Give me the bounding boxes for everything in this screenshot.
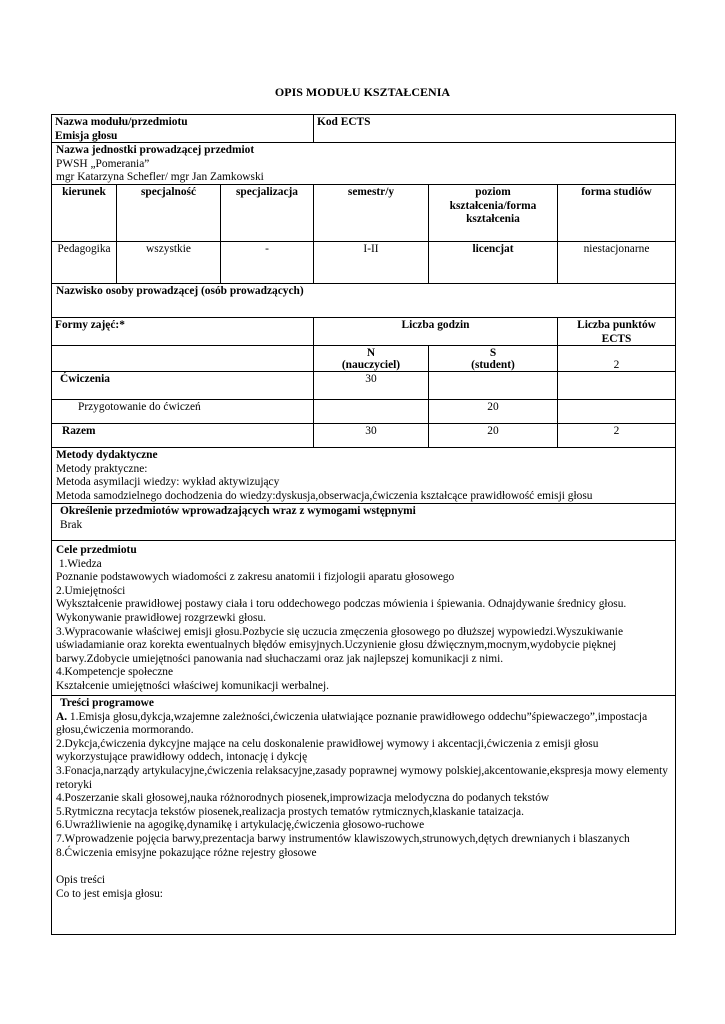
goals-line: 3.Wypracowanie właściwej emisji głosu.Pozbycie się uczucia zmęczenia głosowego po dłuższej wypowiedzi.Wyszukiwanie uświadamianie oraz korekta ewentualnych błędów emisyjnych.Uczynienie głosu dźwięcznym,mocnym,wydobycie pięknej barwy.Zdobycie umiejętności panowania nad słuchaczami oraz jak najlepszej komunikacji z nimi. — [56, 625, 624, 665]
methods-section — [51, 448, 676, 504]
value-forma-studiow: niestacjonarne — [557, 242, 675, 283]
module-name-cell — [52, 115, 313, 142]
goals-line: 2.Umiejętności — [56, 584, 126, 597]
class-s: 20 — [428, 400, 557, 423]
value-poziom: licencjat — [428, 242, 557, 283]
s-header — [428, 346, 557, 371]
content-item: 3.Fonacja,narządy artykulacyjne,ćwiczenia relaksacyjne,zasady poprawnej wymowy polskiej,akcentowanie,ekspresja mowy elementy retoryki — [56, 764, 669, 791]
module-name-value: Emisja głosu — [55, 129, 118, 142]
content-item: 8.Ćwiczenia emisyjne pokazujące różne rejestry głosowe — [56, 846, 317, 859]
goals-line: Poznanie podstawowych wiadomości z zakresu anatomii i fizjologii aparatu głosowego — [56, 571, 455, 584]
class-s: 20 — [428, 424, 557, 447]
content-item: 5.Rytmiczna recytacja tekstów piosenek,realizacja prostych tematów rytmicznych,klaskanie tataizacja. — [56, 805, 524, 818]
class-name: Przygotowanie do ćwiczeń — [78, 401, 201, 413]
header-specjalnosc: specjalność — [116, 185, 220, 241]
n-header — [313, 346, 428, 371]
class-ects — [557, 372, 675, 399]
content-description-label: Opis treści — [56, 874, 106, 887]
header-poziom: poziom kształcenia/forma kształcenia — [428, 185, 557, 241]
content-question: Co to jest emisja głosu: — [56, 887, 163, 900]
ects-code-cell — [313, 115, 675, 142]
value-semestr: I-II — [313, 242, 428, 283]
ects-total-header: 2 — [557, 346, 675, 371]
header-forma-studiow: forma studiów — [557, 185, 675, 241]
content-item: 6.Uwrażliwienie na agogikę,dynamikę i artykulację,ćwiczenia głosowo-ruchowe — [56, 819, 425, 832]
s-label: S — [489, 347, 497, 359]
spacer — [56, 860, 671, 874]
class-name: Ćwiczenia — [60, 373, 110, 385]
ects-label: Liczba punktów ECTS — [557, 318, 675, 345]
methods-title: Metody dydaktyczne — [56, 449, 158, 461]
methods-line: Metoda asymilacji wiedzy: wykład aktywizujący — [56, 476, 280, 489]
goals-line: 4.Kompetencje społeczne — [56, 666, 174, 679]
methods-line: Metoda samodzielnego dochodzenia do wiedzy:dyskusja,obserwacja,ćwiczenia kształcące prawidłowość emisji głosu — [56, 489, 593, 502]
content-item: 7.Wprowadzenie pojęcia barwy,prezentacja barwy instrumentów klawiszowych,strunowych,dętych drewnianych i blaszanych — [56, 832, 630, 845]
class-name: Razem — [62, 425, 96, 437]
unit-institution: PWSH „Pomerania” — [56, 157, 150, 170]
value-specjalnosc: wszystkie — [116, 242, 220, 283]
unit-row — [51, 143, 676, 185]
module-name-label: Nazwa modułu/przedmiotu — [55, 116, 188, 128]
forms-header-row — [51, 318, 676, 346]
ns-header-row — [51, 346, 676, 372]
prerequisites-value: Brak — [60, 518, 83, 531]
content-item — [56, 711, 671, 738]
content-a-label: A. — [56, 710, 68, 723]
prerequisites-title: Określenie przedmiotów wprowadzających wraz z wymogami wstępnymi — [60, 505, 416, 517]
study-values-row — [51, 242, 676, 284]
goals-line: Wykształcenie prawidłowej postawy ciała i toru oddechowego podczas mówienia i śpiewania. Odnajdywanie średnicy głosu. Wykonywanie prawidłowej rozgrzewki głosu. — [56, 598, 627, 624]
goals-section — [51, 541, 676, 696]
header-kierunek: kierunek — [62, 186, 106, 198]
lecturer-row — [51, 284, 676, 318]
hours-label: Liczba godzin — [313, 318, 557, 345]
content-title: Treści programowe — [60, 697, 154, 709]
s-sub: (student) — [471, 359, 515, 371]
class-n — [313, 400, 428, 423]
class-s — [428, 372, 557, 399]
unit-teachers: mgr Katarzyna Schefler/ mgr Jan Zamkowski — [56, 171, 264, 184]
forms-label: Formy zajęć:* — [55, 319, 125, 331]
unit-label: Nazwa jednostki prowadzącej przedmiot — [56, 144, 255, 156]
content-item: 2.Dykcja,ćwiczenia dykcyjne mające na celu doskonalenie prawidłowej wymowy i akcentacji,ćwiczenia z emisji głosu wykorzystujące prawidłowy oddech, intonację i dykcję — [56, 737, 599, 764]
class-ects — [557, 400, 675, 423]
n-sub: (nauczyciel) — [341, 359, 401, 371]
study-header-row — [51, 185, 676, 242]
prerequisites-section — [51, 504, 676, 541]
ects-code-label: Kod ECTS — [317, 116, 371, 128]
content-item-text: 1.Emisja głosu,dykcja,wzajemne zależności,ćwiczenia ułatwiające poznanie prawidłowego oddechu”śpiewaczego”,impostacja głosu,ćwiczenia mormorando. — [56, 710, 648, 737]
header-specjalizacja: specjalizacja — [220, 185, 313, 241]
goals-line: Kształcenie umiejętności właściwej komunikacji werbalnej. — [56, 679, 329, 692]
value-kierunek: Pedagogika — [57, 243, 111, 255]
class-row-razem — [51, 424, 676, 448]
header-semestr: semestr/y — [313, 185, 428, 241]
class-row-cwiczenia — [51, 372, 676, 400]
goals-line: 1.Wiedza — [56, 557, 102, 570]
class-n: 30 — [313, 424, 428, 447]
class-n: 30 — [313, 372, 428, 399]
module-name-row — [51, 114, 676, 143]
ns-empty-cell — [52, 346, 313, 371]
goals-title: Cele przedmiotu — [56, 544, 137, 556]
class-row-przygotowanie — [51, 400, 676, 424]
content-section — [51, 696, 676, 935]
methods-line: Metody praktyczne: — [56, 462, 148, 475]
lecturer-label: Nazwisko osoby prowadzącej (osób prowadzących) — [56, 285, 304, 297]
content-item: 4.Poszerzanie skali głosowej,nauka różnorodnych piosenek,improwizacja melodyczna do podanych tekstów — [56, 792, 550, 805]
value-specjalizacja: - — [220, 242, 313, 283]
n-label: N — [366, 347, 376, 359]
document-title: OPIS MODUŁU KSZTAŁCENIA — [274, 85, 451, 99]
class-ects: 2 — [557, 424, 675, 447]
